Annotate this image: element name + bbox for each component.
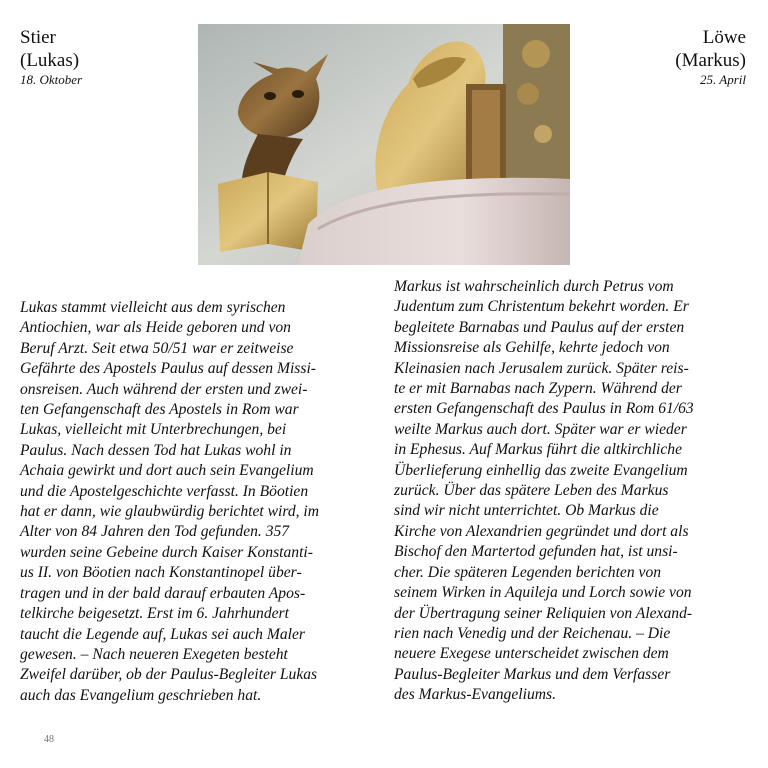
text-line: telkirche beigesetzt. Erst im 6. Jahrhundert <box>20 605 289 623</box>
text-line: hat er dann, wie glaubwürdig berichtet wird, im <box>20 503 320 521</box>
text-line: seinem Wirken in Aquileja und Lorch sowie von <box>394 584 692 602</box>
text-line: taucht die Legende auf, Lukas sei auch Maler <box>20 625 305 643</box>
page-number: 48 <box>44 734 54 745</box>
left-feast-date: 18. Oktober <box>20 72 83 87</box>
text-line: Lukas stammt vielleicht aus dem syrischen <box>20 299 286 316</box>
text-line: Kleinasien nach Jerusalem zurück. Später reis- <box>394 359 689 377</box>
text-line: Zweifel darüber, ob der Paulus-Begleiter Lukas <box>20 666 318 684</box>
text-line: Achaia gewirkt und dort auch sein Evangelium <box>20 462 314 480</box>
text-line: Paulus. Nach dessen Tod hat Lukas wohl in <box>20 441 292 459</box>
right-feast-date: 25. April <box>700 72 746 87</box>
text-line: weilte Markus auch dort. Später war er wieder <box>394 420 687 438</box>
text-line: ersten Gefangenschaft des Paulus in Rom 61/63 <box>394 400 694 418</box>
text-line: neuere Exegese unterscheidet zwischen dem <box>394 645 669 663</box>
text-line: cher. Die späteren Legenden berichten von <box>394 563 662 581</box>
text-line: ten Gefangenschaft des Apostels in Rom war <box>20 401 299 419</box>
right-symbol-name: Löwe <box>702 27 746 48</box>
text-line: Antiochien, war als Heide geboren und von <box>20 319 291 337</box>
text-line: Bischof den Martertod gefunden hat, ist unsi- <box>394 543 678 561</box>
text-line: in Ephesus. Auf Markus führt die altkirchliche <box>394 441 683 459</box>
text-line: der Übertragung seiner Reliquien von Alexand- <box>394 604 693 622</box>
left-evangelist-name: (Lukas) <box>20 50 80 71</box>
text-line: und die Apostelgeschichte verfasst. In Böotien <box>20 482 309 500</box>
text-line: Beruf Arzt. Seit etwa 50/51 war er zeitweise <box>20 339 294 357</box>
text-line: Kirche von Alexandrien gegründet und dort als <box>394 522 689 540</box>
lukas-text-column <box>20 298 372 706</box>
text-line: Alter von 84 Jahren den Tod gefunden. 357 <box>20 523 290 541</box>
text-line: sind wir nicht unterrichtet. Ob Markus die <box>394 502 659 520</box>
bull-and-lion-sculpture-photo <box>198 24 570 265</box>
text-line: begleitete Barnabas und Paulus auf der ersten <box>394 318 685 336</box>
text-line: Paulus-Begleiter Markus und dem Verfasser <box>394 665 671 683</box>
right-evangelist-name: (Markus) <box>675 50 746 71</box>
text-line: auch das Evangelium geschrieben hat. <box>20 686 262 704</box>
text-line: te er mit Barnabas nach Zypern. Während der <box>394 380 682 398</box>
text-line: tragen und in der bald darauf erbauten Apos- <box>20 584 306 602</box>
sculpture-photo <box>198 24 570 265</box>
left-symbol-name: Stier <box>20 27 56 48</box>
text-line: Missionsreise als Gehilfe, kehrte jedoch von <box>394 339 670 357</box>
text-line: gewesen. – Nach neueren Exegeten besteht <box>20 645 288 663</box>
text-line: des Markus-Evangeliums. <box>394 686 556 704</box>
text-line: Überlieferung einhellig das zweite Evangelium <box>394 461 688 479</box>
text-line: Gefährte des Apostels Paulus auf dessen Missi- <box>20 360 316 378</box>
text-line: zurück. Über das spätere Leben des Markus <box>394 482 669 500</box>
markus-text-column <box>394 277 746 706</box>
text-line: us II. von Böotien nach Konstantinopel über- <box>20 564 302 582</box>
text-line: rien nach Venedig und der Reichenau. – Die <box>394 624 671 642</box>
text-line: onsreisen. Auch während der ersten und zwei- <box>20 380 308 398</box>
text-line: Judentum zum Christentum bekehrt worden. Er <box>394 298 689 316</box>
text-line: Markus ist wahrscheinlich durch Petrus vom <box>394 278 674 295</box>
text-line: wurden seine Gebeine durch Kaiser Konstanti- <box>20 543 313 561</box>
text-line: Lukas, vielleicht mit Unterbrechungen, bei <box>20 421 287 439</box>
